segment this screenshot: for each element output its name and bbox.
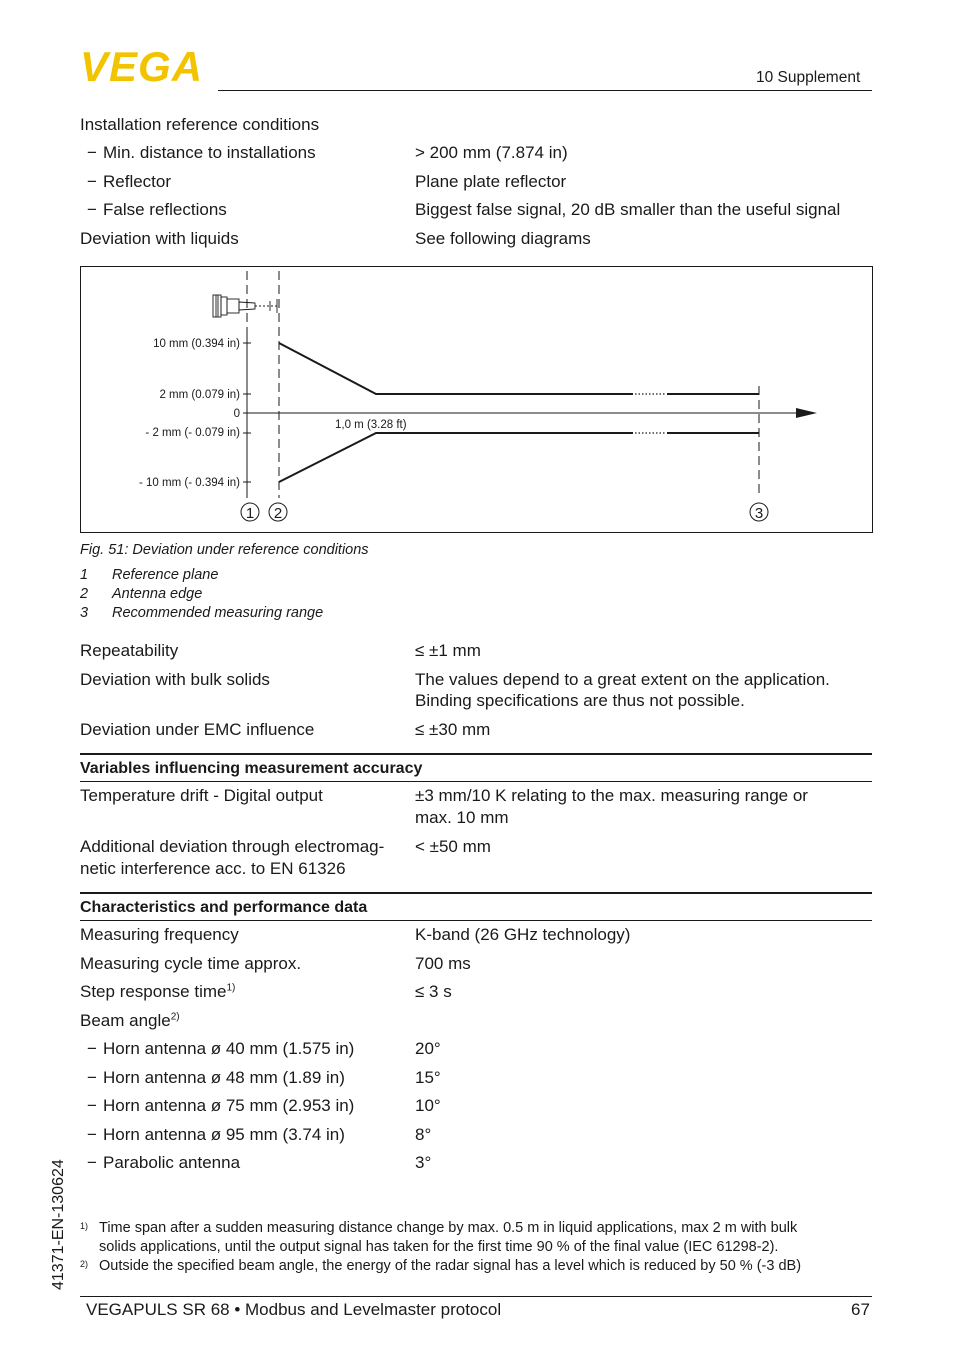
- additional-deviation-label-line-2: netic interference acc. to EN 61326: [80, 859, 346, 878]
- footnote-text-line-2: solids applications, until the output signal has taken for the first time 90 % of the final value (IEC 61298-2).: [99, 1239, 779, 1255]
- temp-drift-value-line-1: ±3 mm/10 K relating to the max. measuring range or: [415, 786, 808, 805]
- dash: −: [87, 1039, 97, 1058]
- legend-item: [80, 585, 202, 604]
- footnote-text-line-1: Outside the specified beam angle, the energy of the radar signal has a level which is reduced by 50 % (-3 dB): [99, 1258, 802, 1274]
- step-response-label: [80, 981, 235, 1002]
- svg-text:3: 3: [754, 505, 764, 522]
- beam-item: [87, 1067, 345, 1088]
- frequency-value: K-band (26 GHz technology): [415, 925, 631, 944]
- beam-item-label: Horn antenna ø 75 mm (2.953 in): [103, 1096, 355, 1115]
- legend-text: Reference plane: [112, 567, 219, 583]
- dash: −: [87, 1153, 97, 1172]
- legend-num: 2: [80, 586, 89, 602]
- beam-angle-label: [80, 1010, 180, 1031]
- beam-item: [87, 1124, 345, 1145]
- sensor-icon: [213, 295, 278, 317]
- svg-text:2: 2: [273, 505, 283, 522]
- footer-product: VEGAPULS SR 68 • Modbus and Levelmaster protocol: [86, 1300, 502, 1319]
- x-axis-arrow: [796, 408, 817, 418]
- beam-item-label: Horn antenna ø 95 mm (3.74 in): [103, 1125, 345, 1144]
- legend-text: Antenna edge: [112, 586, 203, 602]
- marker-3: [750, 503, 768, 522]
- section-rule-bottom: [80, 920, 872, 921]
- reference-item-value: > 200 mm (7.874 in): [415, 143, 568, 162]
- reference-item-label: Reflector: [103, 172, 172, 191]
- legend-text: Recommended measuring range: [112, 605, 324, 621]
- reference-title: Installation reference conditions: [80, 115, 320, 134]
- liquids-value: See following diagrams: [415, 229, 591, 248]
- vega-logo-text: VEGA: [80, 46, 204, 86]
- bulk-value-line-1: The values depend to a great extent on the application.: [415, 670, 830, 689]
- repeatability-label: Repeatability: [80, 641, 179, 660]
- header-rule: [218, 90, 872, 91]
- footnote-text-line-1: Time span after a sudden measuring distance change by max. 0.5 m in liquid applications, max 2 m with bulk: [99, 1220, 798, 1236]
- beam-item-value: 3°: [415, 1153, 432, 1172]
- x-label-1m: 1,0 m (3.28 ft): [335, 419, 407, 431]
- lower-deviation-line: [279, 433, 633, 482]
- additional-deviation-value: < ±50 mm: [415, 837, 491, 856]
- y-label-0: 0: [233, 408, 240, 420]
- step-response-text: Step response time: [80, 982, 227, 1001]
- dash: −: [87, 143, 97, 162]
- step-response-value: ≤ 3 s: [415, 982, 452, 1001]
- footer-rule: [80, 1296, 872, 1297]
- vega-logo: [80, 46, 215, 86]
- bulk-label: Deviation with bulk solids: [80, 670, 270, 689]
- footnote-mark: 2): [80, 1259, 89, 1269]
- y-label-2mm: 2 mm (0.079 in): [159, 389, 240, 401]
- dash: −: [87, 1068, 97, 1087]
- beam-item-label: Horn antenna ø 48 mm (1.89 in): [103, 1068, 345, 1087]
- legend-item: [80, 566, 218, 585]
- svg-text:1: 1: [245, 505, 255, 522]
- reference-item-label: Min. distance to installations: [103, 143, 316, 162]
- frequency-label: Measuring frequency: [80, 925, 239, 944]
- reference-item: [87, 199, 227, 220]
- temp-drift-value-line-2: max. 10 mm: [415, 808, 509, 827]
- legend-num: 1: [80, 567, 89, 583]
- dash: −: [87, 200, 97, 219]
- y-label-minus-10mm: - 10 mm (- 0.394 in): [139, 477, 240, 489]
- liquids-label: Deviation with liquids: [80, 229, 239, 248]
- footnote-ref-2: 2): [170, 1011, 180, 1023]
- section-rule-bottom: [80, 781, 872, 782]
- beam-item-label: Horn antenna ø 40 mm (1.575 in): [103, 1039, 355, 1058]
- deviation-diagram: [80, 266, 873, 533]
- y-label-minus-2mm: - 2 mm (- 0.079 in): [145, 427, 240, 439]
- beam-item: [87, 1038, 354, 1059]
- reference-item-value: Biggest false signal, 20 dB smaller than the useful signal: [415, 200, 841, 219]
- legend-num: 3: [80, 605, 89, 621]
- page-number: 67: [851, 1300, 870, 1319]
- marker-2: [269, 503, 287, 522]
- additional-deviation-label-line-1: Additional deviation through electromag-: [80, 837, 385, 856]
- repeatability-value: ≤ ±1 mm: [415, 641, 481, 660]
- reference-item: [87, 171, 171, 192]
- emc-value: ≤ ±30 mm: [415, 720, 491, 739]
- reference-item-value: Plane plate reflector: [415, 172, 567, 191]
- section-rule-top: [80, 753, 872, 755]
- footnote-mark: 1): [80, 1221, 89, 1231]
- beam-angle-text: Beam angle: [80, 1011, 171, 1030]
- dash: −: [87, 1096, 97, 1115]
- dash: −: [87, 172, 97, 191]
- variables-section-title: Variables influencing measurement accuracy: [80, 760, 423, 777]
- reference-item: [87, 142, 316, 163]
- characteristics-section-title: Characteristics and performance data: [80, 899, 368, 916]
- figure-caption: Fig. 51: Deviation under reference conditions: [80, 542, 369, 558]
- beam-item-value: 10°: [415, 1096, 441, 1115]
- bulk-value-line-2: Binding specifications are thus not possible.: [415, 691, 745, 710]
- cycle-time-value: 700 ms: [415, 954, 471, 973]
- reference-item-label: False reflections: [103, 200, 227, 219]
- marker-1: [241, 503, 259, 522]
- upper-deviation-line: [279, 343, 633, 394]
- section-rule-top: [80, 892, 872, 894]
- cycle-time-label: Measuring cycle time approx.: [80, 954, 302, 973]
- emc-label: Deviation under EMC influence: [80, 720, 315, 739]
- document-id: 41371-EN-130624: [50, 1159, 67, 1290]
- footnote-ref-1: 1): [226, 982, 236, 994]
- dash: −: [87, 1125, 97, 1144]
- y-label-10mm: 10 mm (0.394 in): [153, 338, 240, 350]
- beam-item-value: 8°: [415, 1125, 432, 1144]
- legend-item: [80, 604, 323, 623]
- beam-item-label: Parabolic antenna: [103, 1153, 241, 1172]
- beam-item: [87, 1095, 354, 1116]
- header-section-title: 10 Supplement: [756, 69, 861, 86]
- beam-item: [87, 1152, 240, 1173]
- beam-item-value: 15°: [415, 1068, 441, 1087]
- beam-item-value: 20°: [415, 1039, 441, 1058]
- temp-drift-label: Temperature drift - Digital output: [80, 786, 323, 805]
